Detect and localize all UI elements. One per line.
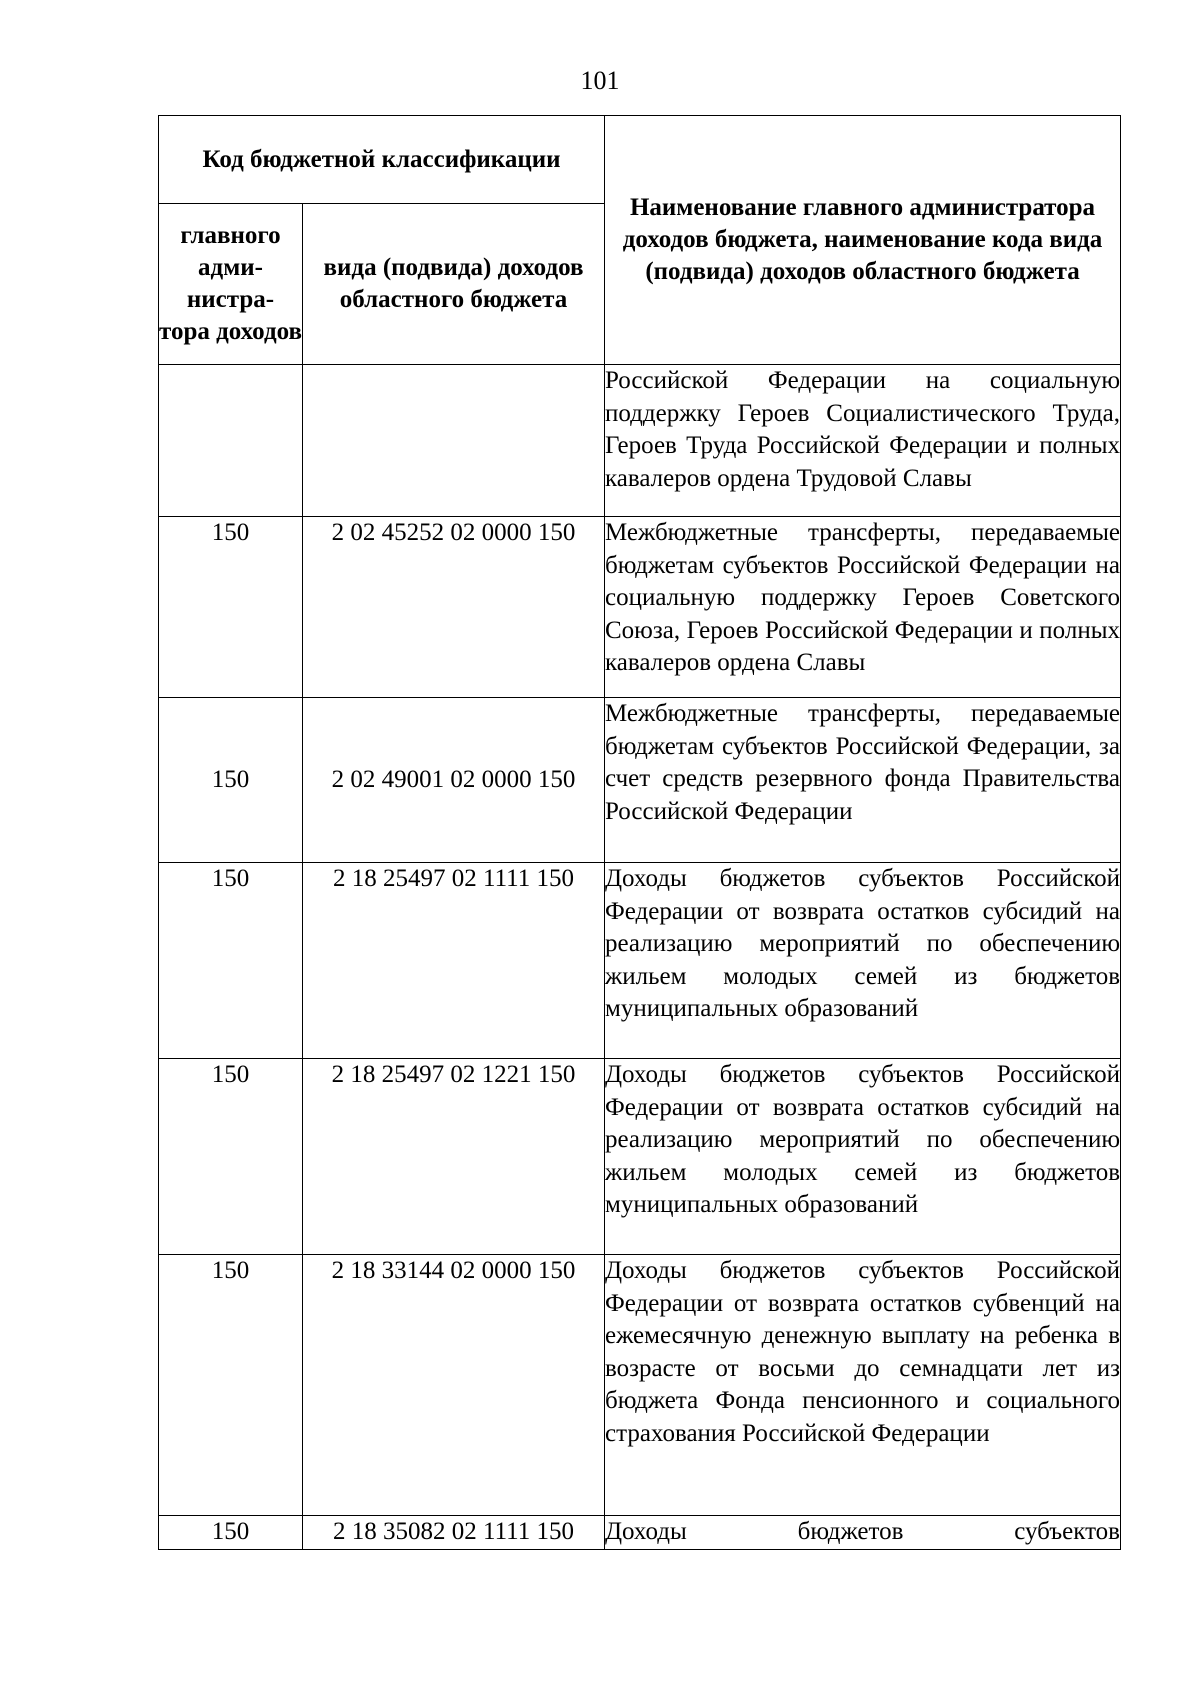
income-code-cell: 2 18 33144 02 0000 150 xyxy=(303,1255,605,1516)
page-number: 101 xyxy=(580,66,620,95)
income-name-cell: Межбюджетные трансферты, передаваемые бюджетам субъектов Российской Федерации, за счет средств резервного фонда Правительства Российской Федерации xyxy=(605,698,1121,863)
admin-code-cell: 150 xyxy=(159,1255,303,1516)
income-name-cell: Доходы бюджетов субъектов Российской Федерации от возврата остатков субсидий на реализацию мероприятий по обеспечению жильем молодых семей из бюджетов муниципальных образований xyxy=(605,863,1121,1059)
table-row xyxy=(159,365,1121,517)
income-name-cell: Межбюджетные трансферты, передаваемые бюджетам субъектов Российской Федерации на социальную поддержку Героев Советского Союза, Героев Российской Федерации и полных кавалеров ордена Славы xyxy=(605,517,1121,698)
income-code-cell xyxy=(303,365,605,517)
header-administrator-name: Наименование главного администратора доходов бюджета, наименование кода вида (подвида) доходов областного бюджета xyxy=(605,116,1121,365)
admin-code-cell: 150 xyxy=(159,698,303,863)
admin-code-cell: 150 xyxy=(159,517,303,698)
table-row xyxy=(159,1516,1121,1550)
admin-code-cell: 150 xyxy=(159,863,303,1059)
admin-code-cell: 150 xyxy=(159,1516,303,1550)
income-name-cell: Российской Федерации на социальную поддержку Героев Социалистического Труда, Героев Труда Российской Федерации и полных кавалеров ордена Трудовой Славы xyxy=(605,365,1121,517)
table-row xyxy=(159,517,1121,698)
income-code-cell: 2 02 45252 02 0000 150 xyxy=(303,517,605,698)
income-code-cell: 2 02 49001 02 0000 150 xyxy=(303,698,605,863)
header-income-kind: вида (подвида) доходов областного бюджета xyxy=(303,204,605,365)
budget-classification-table xyxy=(158,115,1121,1550)
table-row xyxy=(159,698,1121,863)
admin-code-cell xyxy=(159,365,303,517)
table-row xyxy=(159,1059,1121,1255)
header-row-top xyxy=(159,116,1121,204)
income-code-cell: 2 18 25497 02 1111 150 xyxy=(303,863,605,1059)
header-budget-classification-code: Код бюджетной классификации xyxy=(159,116,605,204)
table-row xyxy=(159,1255,1121,1516)
income-code-cell: 2 18 25497 02 1221 150 xyxy=(303,1059,605,1255)
income-name-cell: Доходы бюджетов субъектов xyxy=(605,1516,1121,1550)
table-row xyxy=(159,863,1121,1059)
income-name-cell: Доходы бюджетов субъектов Российской Федерации от возврата остатков субсидий на реализацию мероприятий по обеспечению жильем молодых семей из бюджетов муниципальных образований xyxy=(605,1059,1121,1255)
income-code-cell: 2 18 35082 02 1111 150 xyxy=(303,1516,605,1550)
header-chief-administrator: главного адми- нистра- тора доходов xyxy=(159,204,303,365)
income-name-cell: Доходы бюджетов субъектов Российской Федерации от возврата остатков субвенций на ежемесячную денежную выплату на ребенка в возрасте от восьми до семнадцати лет из бюджета Фонда пенсионного и социального страхования Российской Федерации xyxy=(605,1255,1121,1516)
admin-code-cell: 150 xyxy=(159,1059,303,1255)
